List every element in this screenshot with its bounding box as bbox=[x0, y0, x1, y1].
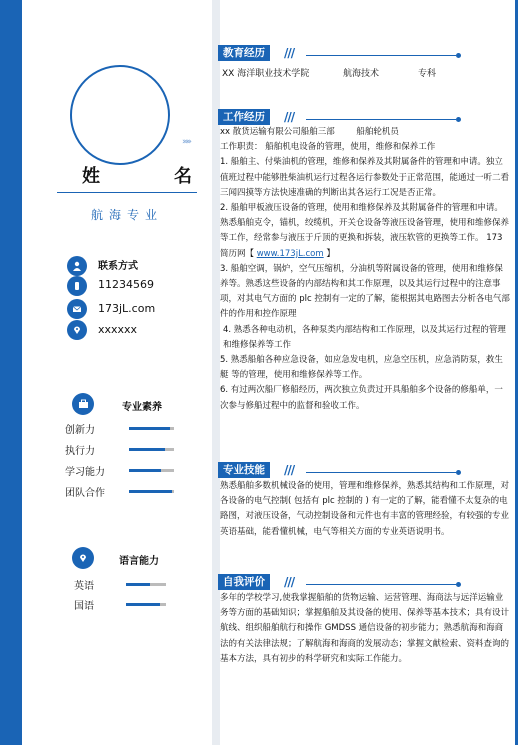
self-eval-heading-label: 自我评价 bbox=[218, 574, 270, 590]
name-char-1: 姓 bbox=[82, 166, 100, 187]
heading-dot bbox=[456, 53, 461, 58]
language-bar-rest bbox=[150, 583, 166, 586]
skill-bar-fill bbox=[129, 448, 165, 451]
heading-line bbox=[306, 55, 456, 56]
work-item-4: 4. 熟悉各种电动机，各种泵类内部结构和工作原理，以及其运行过程的管理和维修保养等工作 bbox=[223, 324, 506, 350]
left-accent-bar bbox=[0, 0, 22, 745]
work-body bbox=[220, 125, 510, 414]
work-item-6: 6. 有过两次船厂修船经历，两次独立负责过开具船舶多个设备的修船单，一次参与修船过程中的监督和验收工作。 bbox=[220, 385, 503, 411]
language-bar bbox=[126, 603, 166, 606]
language-bar-fill bbox=[126, 603, 160, 606]
name-char-2: 名 bbox=[174, 166, 192, 187]
skill-bar-rest bbox=[170, 427, 175, 430]
email-icon bbox=[67, 299, 87, 319]
skill-bar-rest bbox=[161, 469, 175, 472]
work-company: xx 散货运输有限公司船舶三部 船舶轮机员 bbox=[220, 127, 399, 137]
phone-icon bbox=[67, 276, 87, 296]
language-bar-fill bbox=[126, 583, 150, 586]
work-heading-label: 工作经历 bbox=[218, 109, 270, 125]
skill-bar-fill bbox=[129, 469, 161, 472]
skill-label: 创新力 bbox=[65, 425, 95, 436]
skill-bar bbox=[129, 469, 174, 472]
education-degree: 专科 bbox=[418, 69, 437, 79]
profile-photo-frame bbox=[70, 65, 170, 165]
heading-line bbox=[306, 584, 456, 585]
slashes-icon: /// bbox=[284, 46, 295, 60]
user-icon bbox=[67, 256, 87, 276]
skills-section-text: 熟悉船舶多数机械设备的使用，管理和维修保养，熟悉其结构和工作原理，对各设备的电气控制( 包括有 plc 控制的 ) 有一定的了解，能看懂不太复杂的电路图，对液压设备，气动控制设备和元件也有丰富的管理经验，有较强的专业英语基础，能看懂机械，电气等相关方面的专业英语说明书。 bbox=[220, 481, 510, 537]
slashes-icon: /// bbox=[284, 463, 295, 477]
decor-arrows-icon: ››››› bbox=[182, 137, 190, 147]
contact-email: 173jL.com bbox=[98, 302, 156, 315]
heading-dot bbox=[456, 117, 461, 122]
languages-title: 语言能力 bbox=[119, 556, 159, 567]
work-heading bbox=[218, 109, 463, 125]
skills-heading-label: 专业技能 bbox=[218, 462, 270, 478]
work-item-1: 1. 船舶主、付柴油机的管理，维修和保养及其附属备件的管理和申请。独立值班过程中能够胜柴油机运行过程各运行参数处于正常范围，能通过一听二看三闻四摸等方法快速准确的判断出其各运行工况是否正常。 bbox=[220, 157, 510, 198]
work-duty-title: 工作职责： 船舶机电设备的管理，使用，维修和保养工作 bbox=[220, 142, 436, 153]
contact-phone: 11234569 bbox=[98, 278, 154, 291]
skill-label: 团队合作 bbox=[65, 488, 105, 499]
briefcase-icon bbox=[72, 393, 94, 415]
location-icon bbox=[67, 320, 87, 340]
education-major: 航海技术 bbox=[343, 69, 380, 79]
language-bar-rest bbox=[160, 603, 166, 606]
work-item-2-close: 】 bbox=[323, 248, 335, 259]
skill-label: 执行力 bbox=[65, 446, 95, 457]
education-heading-label: 教育经历 bbox=[218, 45, 270, 61]
right-content bbox=[212, 0, 525, 745]
profile-major: 航海专业 bbox=[90, 208, 163, 222]
skills-heading bbox=[218, 462, 463, 478]
heading-line bbox=[306, 472, 456, 473]
language-label: 国语 bbox=[74, 601, 94, 612]
contact-address: xxxxxx bbox=[98, 323, 138, 336]
work-item-2-text: 2. 船舶甲板液压设备的管理，使用和维修保养及其附属备件的管理和申请。熟悉船舶克令，锚机，绞缆机，开关仓设备等液压设备管理，使用和维修保养等工作，经常参与液压于斤顶的更换和拆装，液压软管的更换等工作。 173 简历网【 bbox=[220, 203, 510, 259]
language-bar bbox=[126, 583, 166, 586]
name-divider bbox=[57, 192, 197, 193]
work-item-3: 3. 船舶空调，锅炉，空气压缩机，分油机等附属设备的管理，使用和维修保养等。熟悉这些设备的内部结构和其工作原理，以及其运行过程中的注意事项，对其电气方面的 plc 控制有一定的了解，能根据其电路图去分析各电气部件的作用和控作原理 bbox=[220, 263, 510, 320]
work-item-2 bbox=[220, 201, 510, 262]
slashes-icon: /// bbox=[284, 110, 295, 124]
skill-bar bbox=[129, 490, 174, 493]
education-school: XX 海洋职业技术学院 bbox=[222, 69, 310, 79]
self-eval-heading bbox=[218, 574, 463, 590]
language-icon bbox=[72, 547, 94, 569]
contact-title: 联系方式 bbox=[98, 261, 138, 272]
education-heading bbox=[218, 45, 463, 61]
skill-bar bbox=[129, 427, 174, 430]
skills-title: 专业素养 bbox=[122, 402, 162, 413]
resume-site-link[interactable]: www.173jL.com bbox=[256, 248, 324, 259]
language-label: 英语 bbox=[74, 581, 94, 592]
skill-label: 学习能力 bbox=[65, 467, 105, 478]
profile-name bbox=[82, 162, 192, 188]
self-eval-text: 多年的学校学习,使我掌握船舶的货物运输、运营管理、海商法与远洋运输业务等方面的基础知识；掌握船舶及其设备的使用、保养等基本技术；具有设计航线、组织船舶航行和操作 GMDSS 通信设备的初步能力；熟悉航海和海商法的有关法律法规；了解航海和海商的发展动态；掌握文献检索、资料查询的基本方法，具有初步的科学研究和实际工作能力。 bbox=[220, 593, 510, 664]
right-accent-line bbox=[515, 0, 518, 745]
skill-bar-rest bbox=[172, 490, 174, 493]
work-item-5: 5. 熟悉船舶各种应急设备，如应急发电机，应急空压机，应急消防泵，救生艇 等的管理，使用和维修保养等工作。 bbox=[220, 355, 503, 381]
skill-bar-fill bbox=[129, 490, 172, 493]
heading-dot bbox=[456, 582, 461, 587]
left-sidebar bbox=[22, 0, 212, 745]
skill-bar-rest bbox=[165, 448, 174, 451]
skill-bar-fill bbox=[129, 427, 170, 430]
slashes-icon: /// bbox=[284, 575, 295, 589]
skill-bar bbox=[129, 448, 174, 451]
heading-dot bbox=[456, 470, 461, 475]
heading-line bbox=[306, 119, 456, 120]
